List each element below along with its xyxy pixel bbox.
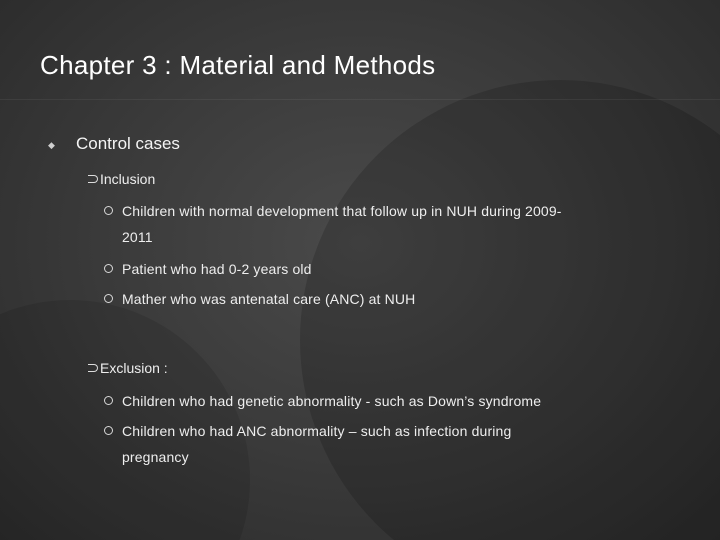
sub-bullet-icon: [88, 364, 98, 372]
list-item-text: Patient who had 0-2 years old: [122, 261, 312, 277]
list-item-text-continued: 2011: [122, 229, 153, 245]
bullet-label: Control cases: [76, 134, 180, 153]
list-item: [104, 286, 415, 312]
sub-bullet-exclusion: [88, 360, 168, 376]
sub-bullet-inclusion: [88, 171, 155, 187]
list-item-text: Mather who was antenatal care (ANC) at NUH: [122, 291, 416, 307]
sub-bullet-label: Inclusion: [100, 171, 156, 187]
list-item-text-continued: pregnancy: [122, 449, 189, 465]
sub-bullet-label: Exclusion :: [100, 360, 168, 376]
list-item-text: Children who had ANC abnormality – such as infection during: [122, 423, 512, 439]
title-divider: [0, 99, 720, 100]
circle-bullet-icon: [104, 396, 113, 405]
list-item: [104, 418, 511, 470]
circle-bullet-icon: [104, 294, 113, 303]
list-item: [104, 198, 562, 250]
circle-bullet-icon: [104, 206, 113, 215]
circle-bullet-icon: [104, 264, 113, 273]
slide-title: Chapter 3 : Material and Methods: [40, 50, 436, 80]
list-item-text: Children with normal development that follow up in NUH during 2009-: [122, 203, 562, 219]
list-item: [104, 256, 312, 282]
list-item: [104, 388, 541, 414]
bullet-icon: ◆: [48, 140, 55, 150]
list-item-text: Children who had genetic abnormality - such as Down’s syndrome: [122, 393, 542, 409]
sub-bullet-icon: [88, 175, 98, 183]
circle-bullet-icon: [104, 426, 113, 435]
